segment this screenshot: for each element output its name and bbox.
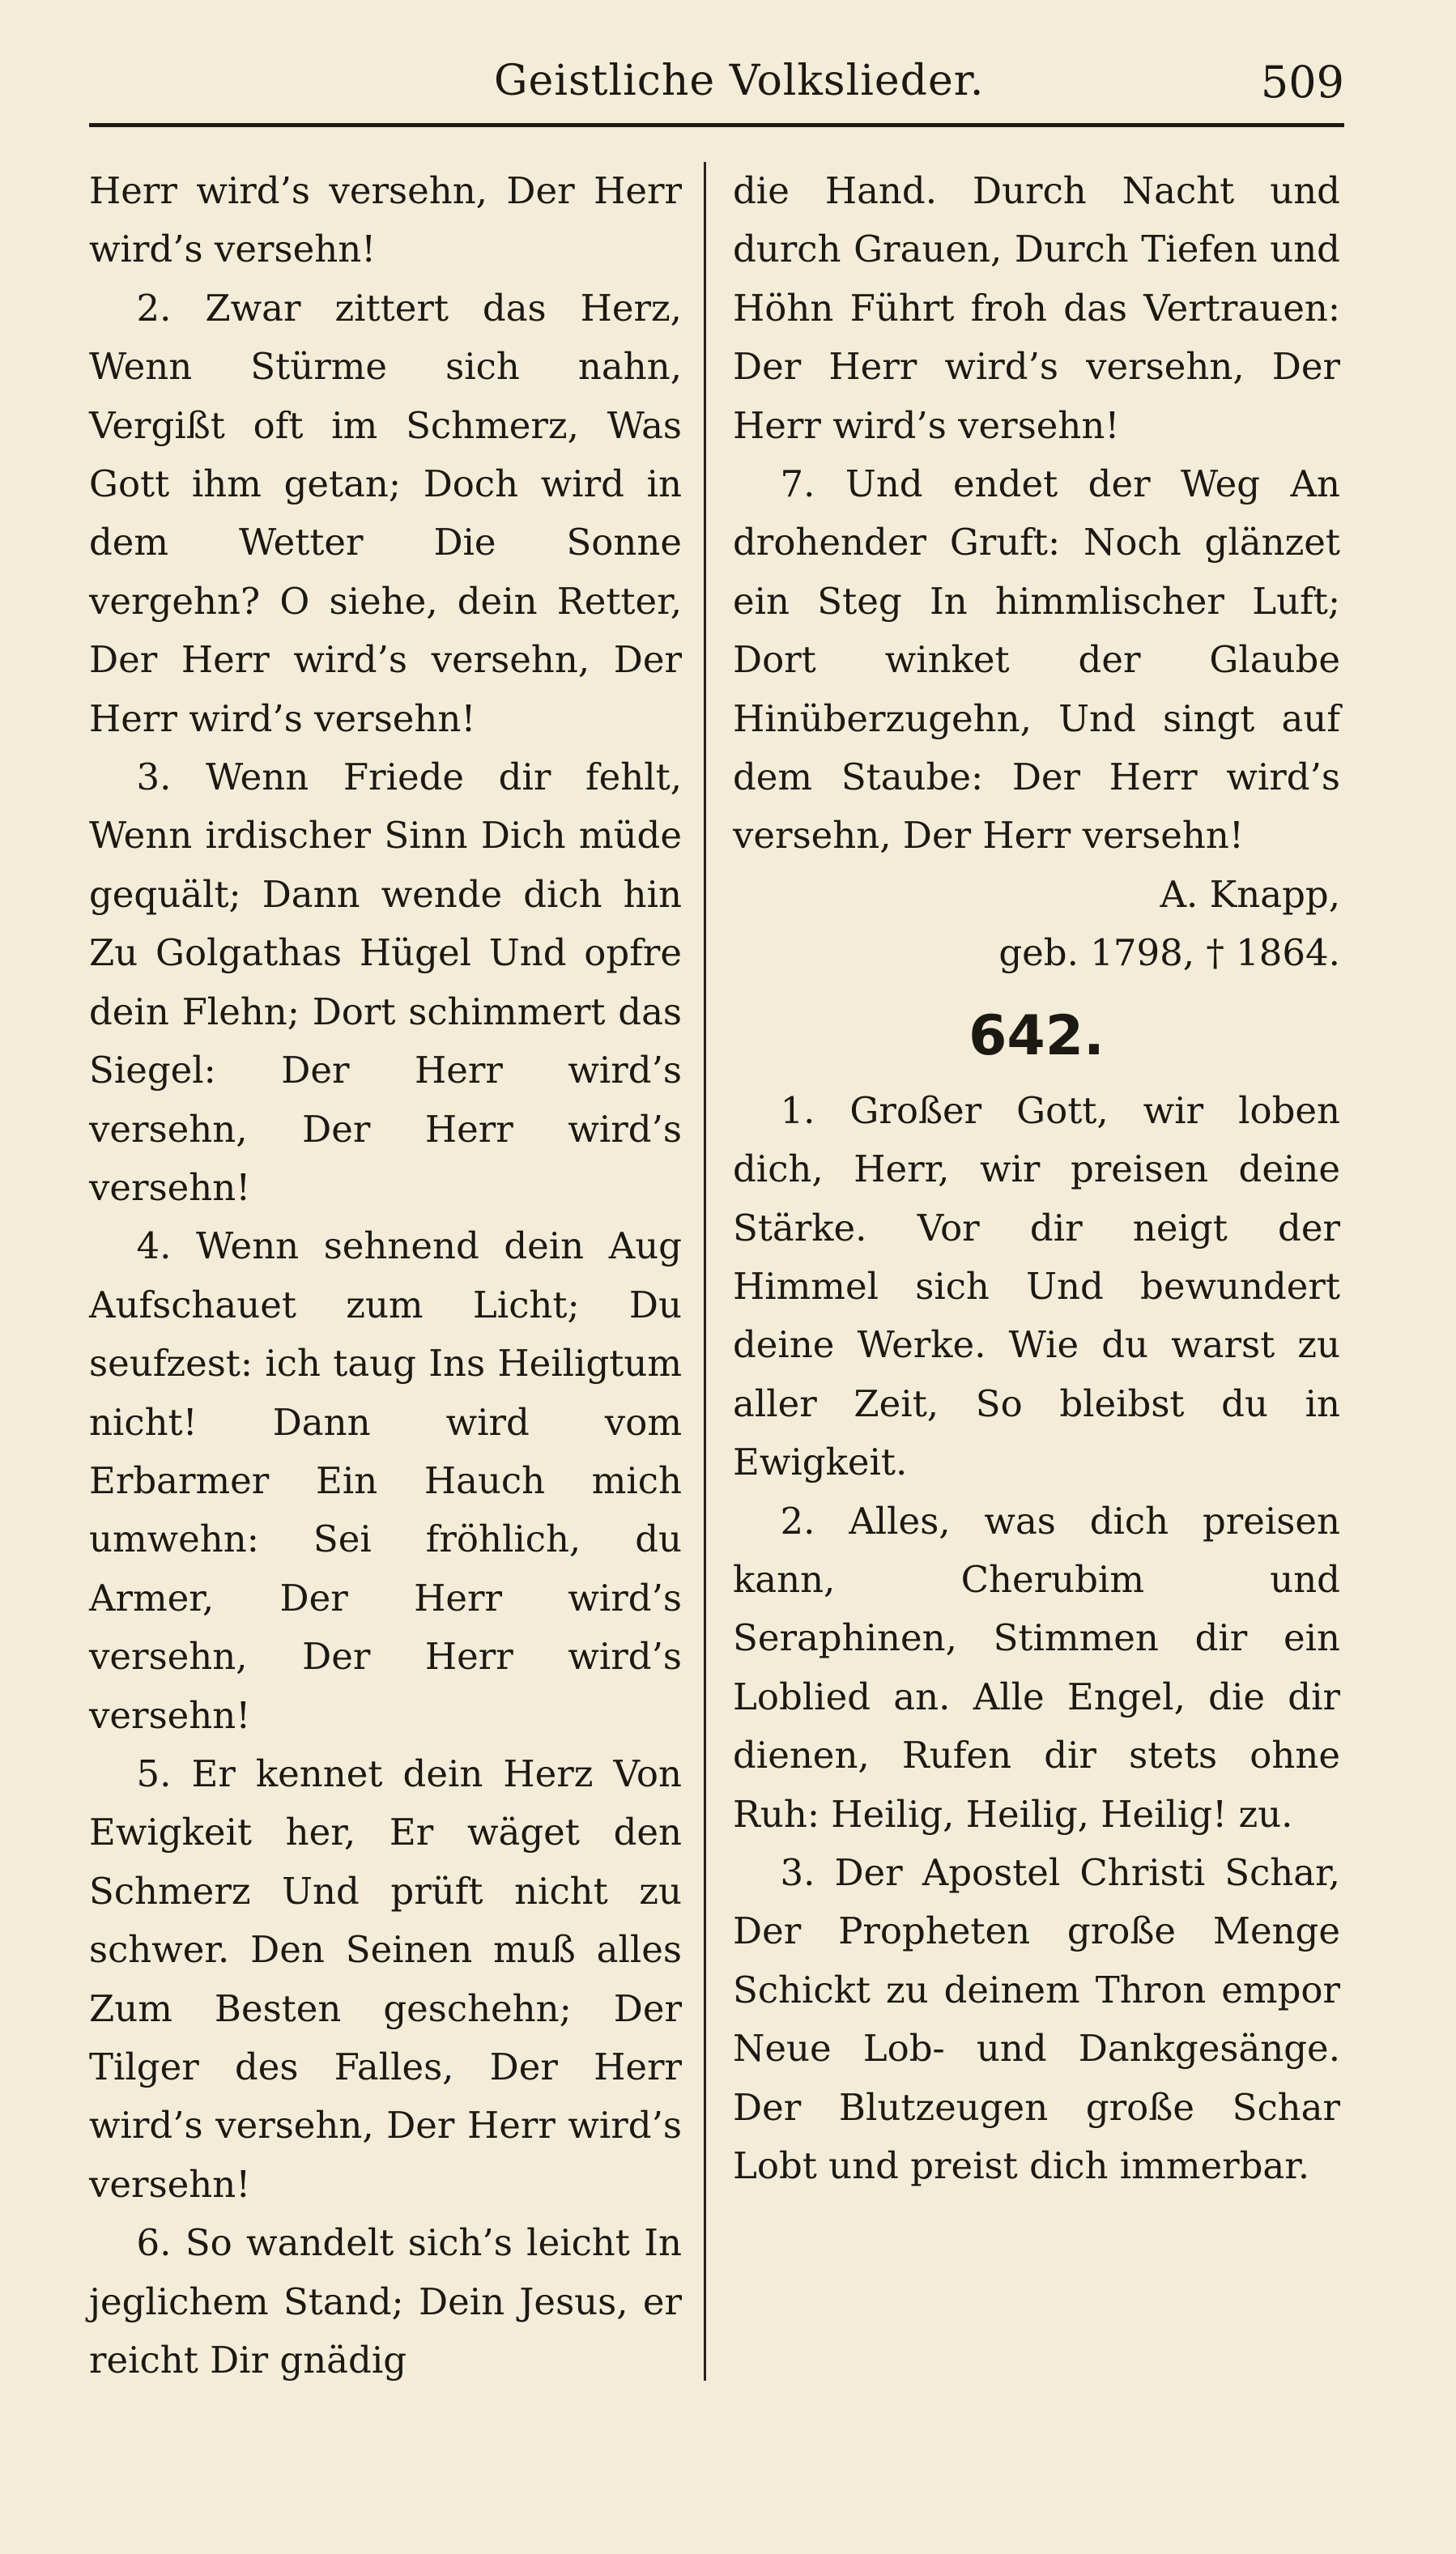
stanza-continuation: Herr wird’s versehn, Der Herr wird’s versehn!	[89, 169, 682, 271]
column-divider	[704, 162, 706, 2381]
stanza-7: 7. Und endet der Weg An drohender Gruft: Noch glänzet ein Steg In himmlischer Luft; Dort winket der Glaube Hinüberzugehn, Und singt auf dem Staube: Der Herr wird’s versehn, Der Herr versehn!	[733, 462, 1340, 858]
right-column	[733, 162, 1340, 2195]
page-header	[89, 49, 1344, 121]
stanza-6: 6. So wandelt sich’s leicht In jeglichem Stand; Dein Jesus, er reicht Dir gnädig	[89, 2221, 682, 2382]
hymn-number: 642.	[969, 1003, 1105, 1068]
hymn-642-stanza-3: 3. Der Apostel Christi Schar, Der Propheten große Menge Schickt zu deinem Thron empor Neue Lob- und Dankgesänge. Der Blutzeugen große Schar Lobt und preist dich immerbar.	[733, 1850, 1340, 2187]
author-dates: geb. 1798, † 1864.	[998, 931, 1340, 975]
running-head: Geistliche Volkslieder.	[494, 57, 985, 105]
hymn-642-stanza-2: 2. Alles, was dich preisen kann, Cherubim und Seraphinen, Stimmen dir ein Loblied an. Alle Engel, die dir dienen, Rufen dir stets ohne Ruh: Heilig, Heilig, Heilig! zu.	[733, 1499, 1340, 1836]
stanza-6-continuation: die Hand. Durch Nacht und durch Grauen, Durch Tiefen und Höhn Führt froh das Vertrauen: Der Herr wird’s versehn, Der Herr wird’s versehn!	[733, 169, 1340, 447]
hymn-642-stanza-1: 1. Großer Gott, wir loben dich, Herr, wir preisen deine Stärke. Vor dir neigt der Himmel sich Und bewundert deine Werke. Wie du warst zu aller Zeit, So bleibst du in Ewigkeit.	[733, 1088, 1340, 1484]
page-number: 509	[1260, 57, 1344, 108]
author-name: A. Knapp,	[1160, 872, 1340, 916]
stanza-2: 2. Zwar zittert das Herz, Wenn Stürme sich nahn, Vergißt oft im Schmerz, Was Gott ihm getan; Doch wird in dem Wetter Die Sonne vergehn? O siehe, dein Retter, Der Herr wird’s versehn, Der Herr wird’s versehn!	[89, 286, 682, 740]
header-rule	[89, 123, 1344, 127]
stanza-5: 5. Er kennet dein Herz Von Ewigkeit her, Er wäget den Schmerz Und prüft nicht zu schwer. Den Seinen muß alles Zum Besten geschehn; Der Tilger des Falles, Der Herr wird’s versehn, Der Herr wird’s versehn!	[89, 1752, 682, 2206]
left-column	[89, 162, 682, 2390]
stanza-3: 3. Wenn Friede dir fehlt, Wenn irdischer Sinn Dich müde gequält; Dann wende dich hin Zu Golgathas Hügel Und opfre dein Flehn; Dort schimmert das Siegel: Der Herr wird’s versehn, Der Herr wird’s versehn!	[89, 756, 682, 1209]
author-attribution	[733, 866, 1340, 983]
stanza-4: 4. Wenn sehnend dein Aug Aufschauet zum Licht; Du seufzest: ich taug Ins Heiligtum nicht! Dann wird vom Erbarmer Ein Hauch mich umwehn: Sei fröhlich, du Armer, Der Herr wird’s versehn, Der Herr wird’s versehn!	[89, 1224, 682, 1737]
